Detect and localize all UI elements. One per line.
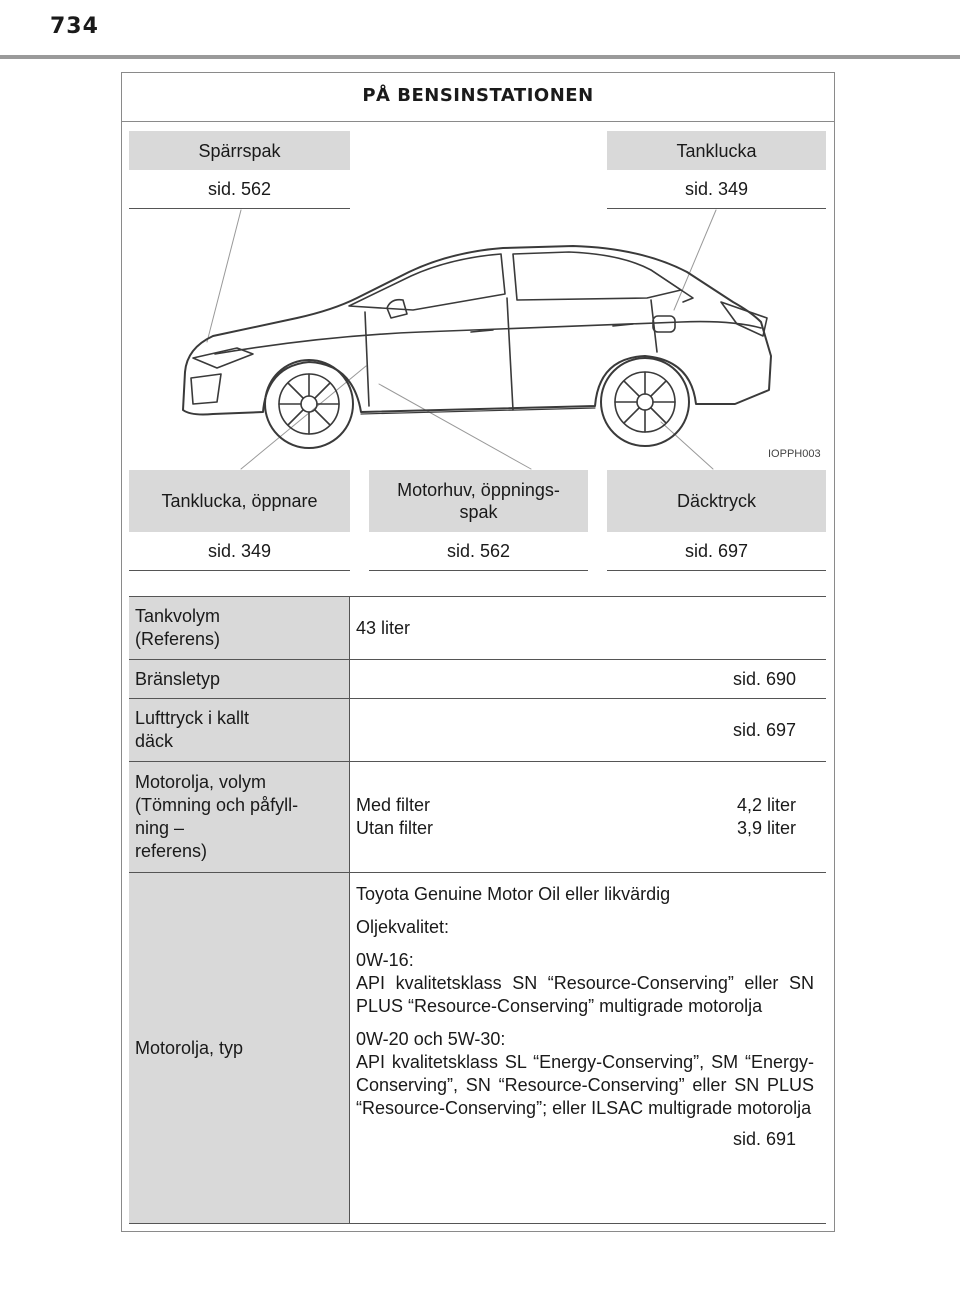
row-tank-capacity (129, 596, 826, 659)
page-number: 734 (50, 14, 99, 39)
row-oil-type (129, 872, 826, 1224)
spec-table (129, 596, 826, 1224)
fuel-type-ref: sid. 690 (349, 660, 826, 698)
ref-tire-pressure: sid. 697 (607, 532, 826, 571)
row-oil-volume (129, 761, 826, 872)
row-fuel-type (129, 659, 826, 698)
oil-without-filter: Utan filter 3,9 liter (356, 818, 796, 838)
oil-with-filter: Med filter 4,2 liter (356, 795, 796, 815)
tank-capacity-value: 43 liter (349, 597, 826, 659)
car-illustration (121, 122, 835, 472)
oil-type-line1: Toyota Genuine Motor Oil eller likvärdig (356, 884, 671, 904)
row-tire-pressure (129, 698, 826, 761)
label-fuel-door: Tanklucka (607, 131, 826, 170)
oil-type-ref: sid. 691 (732, 1129, 796, 1149)
label-tire-pressure: Däcktryck (607, 470, 826, 532)
oil-type-line2: Oljekvalitet: (356, 917, 450, 937)
oil-volume-label: Motorolja, volym (Tömning och påfyll- ning – referens) (129, 762, 349, 872)
oil-type-values (349, 873, 826, 1223)
label-fuel-door-opener: Tanklucka, öppnare (129, 470, 350, 532)
oil-volume-values (349, 762, 826, 872)
label-hood-lever: Motorhuv, öppnings- spak (369, 470, 588, 532)
oil-grade-1: 0W-16: API kvalitetsklass SN “Resource-Conserving” eller SN PLUS “Resource-Conserving” multigrade motorolja (356, 950, 814, 1016)
section-title: PÅ BENSINSTATIONEN (121, 72, 835, 122)
ref-release-lever: sid. 562 (129, 170, 350, 209)
label-release-lever: Spärrspak (129, 131, 350, 170)
tire-pressure-label: Lufttryck i kallt däck (129, 699, 349, 761)
fuel-type-label: Bränsletyp (129, 660, 349, 698)
oil-grade-2: 0W-20 och 5W-30: API kvalitetsklass SL “Energy-Conserving”, SM “Energy-Conserving”, SN “Resource-Conserving” eller SN PLUS “Resource-Conserving”; eller ILSAC multigrade motorolja (356, 1029, 814, 1118)
ref-fuel-door-opener: sid. 349 (129, 532, 350, 571)
tank-capacity-label: Tankvolym (Referens) (129, 597, 349, 659)
header-rule (0, 55, 960, 59)
figure-code: IOPPH003 (768, 448, 821, 460)
tire-pressure-ref: sid. 697 (349, 699, 826, 761)
oil-type-label: Motorolja, typ (129, 873, 349, 1223)
ref-fuel-door: sid. 349 (607, 170, 826, 209)
ref-hood-lever: sid. 562 (369, 532, 588, 571)
